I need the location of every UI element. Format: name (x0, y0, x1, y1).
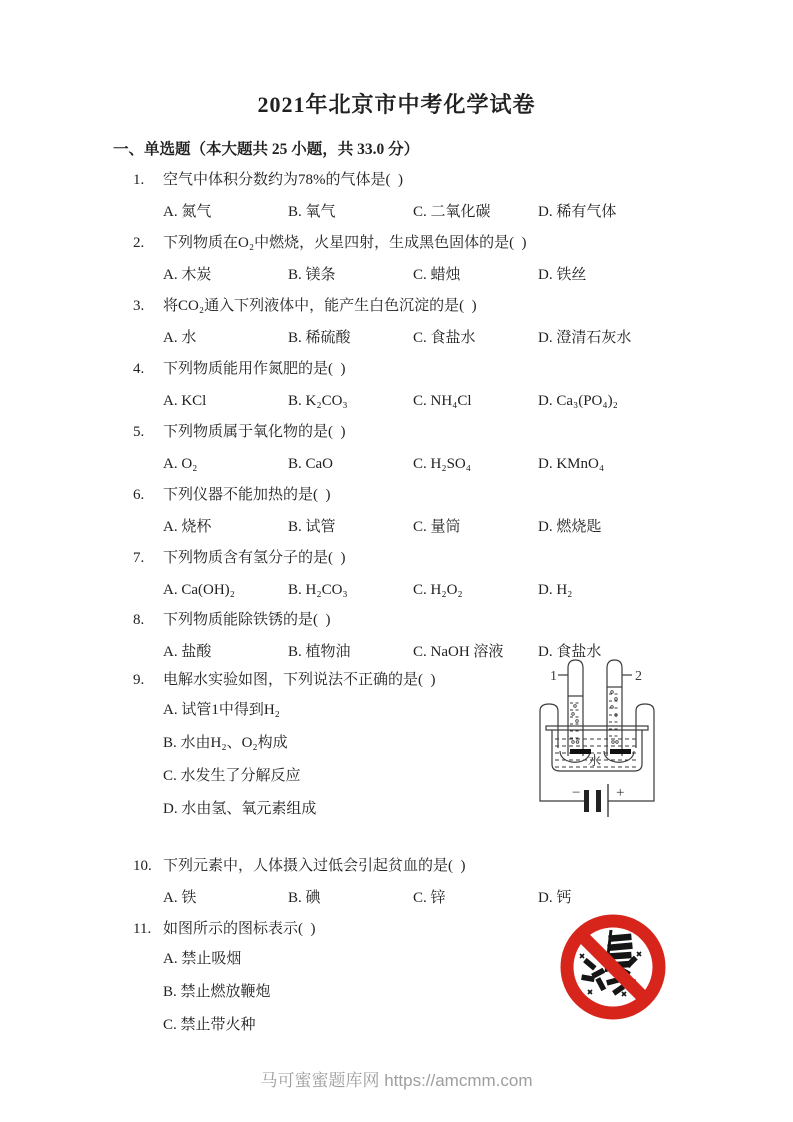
battery-plus-label: + (616, 785, 625, 801)
option-a: A. 试管1中得到H₂ (163, 702, 280, 718)
question-options (133, 888, 757, 909)
option-b: B. 稀硫酸 (288, 330, 351, 346)
question-stem: 下列元素中，人体摄入过低会引起贫血的是( ) (163, 858, 466, 874)
question-number: 5. (133, 424, 145, 440)
tube1-label: 1 (550, 669, 557, 684)
option-b: B. 水由H₂、O₂构成 (163, 735, 288, 751)
question-stem: 如图所示的图标表示( ) (163, 921, 316, 937)
battery-symbol (584, 784, 608, 817)
question-options (133, 202, 757, 223)
option-b: B. 碘 (288, 890, 321, 906)
option-c: C. 食盐水 (413, 330, 476, 346)
option-c: C. H₂O₂ (413, 582, 463, 598)
option-d: D. Ca₃(PO₄)₂ (538, 393, 618, 409)
question-2 (133, 233, 757, 286)
question-options (133, 517, 757, 538)
question-8 (133, 610, 757, 663)
question-number: 10. (133, 858, 152, 874)
option-b: B. 禁止燃放鞭炮 (163, 984, 271, 1000)
question-number: 2. (133, 235, 145, 251)
option-a: A. KCl (163, 393, 207, 409)
option-c: C. 禁止带火种 (163, 1017, 256, 1033)
question-stem: 下列仪器不能加热的是( ) (163, 487, 331, 503)
question-number: 11. (133, 921, 152, 937)
option-a: A. 烧杯 (163, 519, 212, 535)
option-c: C. H₂SO₄ (413, 456, 471, 472)
option-a: A. O₂ (163, 456, 198, 472)
water-label: 水 (588, 753, 602, 768)
tube2-label: 2 (635, 669, 642, 684)
water-electrolysis-diagram (532, 656, 662, 822)
option-d: D. 燃烧匙 (538, 519, 602, 535)
option-d: D. 澄清石灰水 (538, 330, 632, 346)
question-stem: 电解水实验如图，下列说法不正确的是( ) (163, 672, 436, 688)
option-d: D. KMnO₄ (538, 456, 605, 472)
option-b: B. 氧气 (288, 204, 336, 220)
option-a: A. 木炭 (163, 267, 212, 283)
question-9 (133, 670, 757, 832)
option-c: C. 蜡烛 (413, 267, 461, 283)
option-c: C. 二氧化碳 (413, 204, 491, 220)
question-number: 9. (133, 672, 145, 688)
question-number: 3. (133, 298, 145, 314)
question-10 (133, 856, 757, 909)
question-stem: 下列物质含有氢分子的是( ) (163, 550, 346, 566)
question-5 (133, 422, 757, 475)
question-options (133, 642, 757, 663)
option-b: B. 镁条 (288, 267, 336, 283)
watermark-footer: 马可蜜蜜题库网 https://amcmm.com (260, 1071, 533, 1090)
question-stem: 下列物质属于氧化物的是( ) (163, 424, 346, 440)
question-number: 7. (133, 550, 145, 566)
no-fireworks-icon (558, 912, 668, 1022)
question-3 (133, 296, 757, 349)
option-a: A. 禁止吸烟 (163, 951, 242, 967)
question-options (133, 391, 757, 412)
section-heading: 一、单选题（本大题共 25 小题，共 33.0 分） (113, 141, 420, 158)
option-b: B. 试管 (288, 519, 336, 535)
question-number: 1. (133, 172, 145, 188)
question-stem: 将CO₂通入下列液体中，能产生白色沉淀的是( ) (163, 298, 477, 314)
option-b: B. K₂CO₃ (288, 393, 348, 409)
question-1 (133, 170, 757, 223)
question-number: 4. (133, 361, 145, 377)
question-stem: 空气中体积分数约为78%的气体是( ) (163, 172, 403, 188)
test-tube-1 (568, 660, 583, 756)
option-d: D. 钙 (538, 890, 572, 906)
option-a: A. 铁 (163, 890, 197, 906)
question-stem: 下列物质在O₂中燃烧，火星四射，生成黑色固体的是( ) (163, 235, 527, 251)
question-stem: 下列物质能除铁锈的是( ) (163, 612, 331, 628)
question-7 (133, 548, 757, 601)
question-options (133, 328, 757, 349)
option-c: C. NH₄Cl (413, 393, 472, 409)
question-number: 6. (133, 487, 145, 503)
option-c: C. 量筒 (413, 519, 461, 535)
option-c: C. 锌 (413, 890, 446, 906)
gas-bubbles (572, 691, 619, 744)
option-c: C. 水发生了分解反应 (163, 768, 301, 784)
question-options (133, 265, 757, 286)
option-a: A. 盐酸 (163, 644, 212, 660)
question-6 (133, 485, 757, 538)
page-title: 2021年北京市中考化学试卷 (257, 92, 536, 117)
option-d: D. 铁丝 (538, 267, 587, 283)
option-b: B. CaO (288, 456, 333, 472)
option-b: B. H₂CO₃ (288, 582, 348, 598)
battery-minus-label: − (572, 785, 581, 801)
question-options (133, 700, 757, 820)
question-stem: 下列物质能用作氮肥的是( ) (163, 361, 346, 377)
option-a: A. Ca(OH)₂ (163, 582, 235, 598)
option-a: A. 水 (163, 330, 197, 346)
option-d: D. 水由氢、氧元素组成 (163, 801, 317, 817)
option-d: D. 食盐水 (538, 644, 602, 660)
question-options (133, 580, 757, 601)
option-d: D. H₂ (538, 582, 573, 598)
question-4 (133, 359, 757, 412)
option-b: B. 植物油 (288, 644, 351, 660)
question-options (133, 454, 757, 475)
question-number: 8. (133, 612, 145, 628)
option-d: D. 稀有气体 (538, 204, 617, 220)
option-a: A. 氮气 (163, 204, 212, 220)
option-c: C. NaOH 溶液 (413, 644, 504, 660)
